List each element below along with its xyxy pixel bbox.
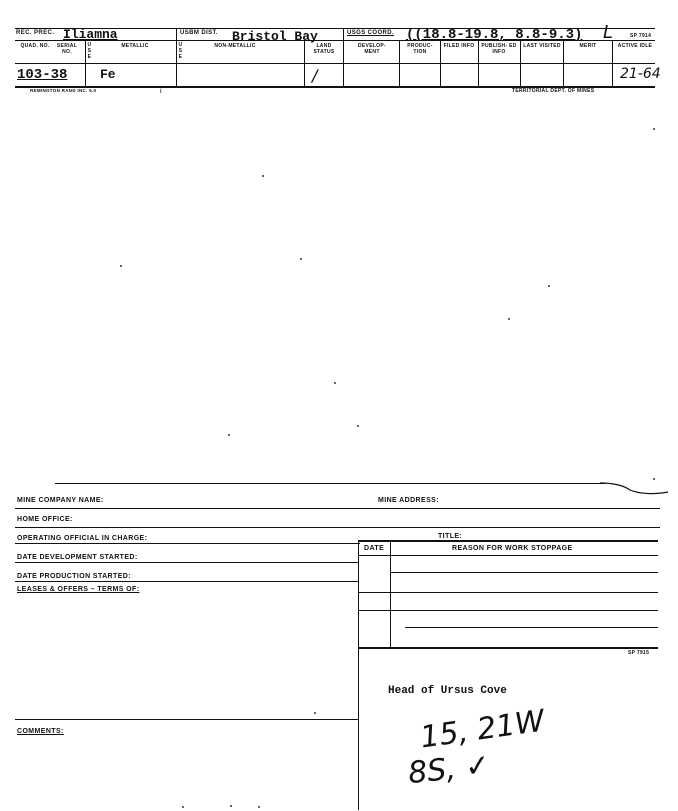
speck — [262, 175, 264, 177]
vdiv-merit — [612, 40, 613, 86]
col-quad-no: QUAD. NO. — [20, 43, 50, 49]
active-idle-value: 21-64 — [620, 66, 661, 82]
vdiv-quad — [85, 40, 86, 86]
land-status-mark: / — [312, 66, 318, 85]
col-metallic: METALLIC — [121, 43, 149, 49]
table-bottom-rule — [358, 647, 658, 649]
rule-2 — [15, 527, 660, 528]
col-published-info: PUBLISH- ED INFO — [481, 43, 517, 55]
speck — [334, 382, 336, 384]
rule-3-right — [358, 540, 658, 542]
col-serial-no: SERIAL NO. — [56, 43, 78, 55]
vdiv-dev — [399, 40, 400, 86]
handwritten-range: 8S, ✓ — [406, 747, 492, 792]
leases-label: LEASES & OFFERS – TERMS OF: — [17, 586, 140, 593]
territorial-dept-imprint: TERRITORIAL DEPT. OF MINES — [512, 88, 595, 94]
speck — [182, 806, 184, 808]
speck — [653, 128, 655, 130]
col-non-metallic: NON-METALLIC — [214, 43, 256, 49]
typed-location: Head of Ursus Cove — [388, 685, 507, 697]
date-development-label: DATE DEVELOPMENT STARTED: — [17, 554, 138, 561]
speck — [508, 318, 510, 320]
operating-official-label: OPERATING OFFICIAL IN CHARGE: — [17, 535, 148, 542]
col-production: PRODUC- TION — [407, 43, 433, 55]
table-row-2 — [358, 592, 658, 593]
usgs-coord-label: USGS COORD. — [347, 30, 395, 36]
col-development: DEVELOP- MENT — [358, 43, 386, 55]
merit-handwritten-mark: L — [603, 22, 614, 43]
curled-corner — [600, 478, 670, 498]
vdiv-last — [563, 40, 564, 86]
col-use-metallic: U S E — [87, 42, 92, 60]
vdiv-pub — [520, 40, 521, 86]
header-row-rule — [15, 63, 655, 64]
table-row-4 — [405, 627, 658, 628]
table-row-1 — [390, 572, 658, 573]
usbm-dist-label: USBM DIST. — [180, 30, 219, 36]
mine-company-name-label: MINE COMPANY NAME: — [17, 497, 104, 504]
table-row-3 — [358, 610, 658, 611]
form-number: SP 7914 — [630, 33, 652, 39]
date-column-header: DATE — [364, 545, 385, 552]
col-active-idle: ACTIVE IDLE — [617, 43, 653, 49]
col-merit: MERIT — [579, 43, 597, 49]
quad-serial-value: 103-38 — [17, 67, 68, 83]
speck — [548, 285, 550, 287]
home-office-label: HOME OFFICE: — [17, 516, 73, 523]
vdiv-filed — [478, 40, 479, 86]
form-top-edge — [55, 483, 605, 484]
handwritten-township: 15, 21W — [418, 703, 547, 756]
date-production-label: DATE PRODUCTION STARTED: — [17, 573, 131, 580]
col-land-status: LAND STATUS — [313, 43, 335, 55]
speck — [228, 434, 230, 436]
usbm-dist-value: Bristol Bay — [232, 29, 318, 44]
speck — [357, 425, 359, 427]
title-label: TITLE: — [438, 533, 463, 540]
rule-4 — [15, 562, 358, 563]
speck — [258, 806, 260, 808]
vdiv-prod — [440, 40, 441, 86]
col-last-visited: LAST VISITED — [523, 43, 561, 49]
col-use-nonmetallic: U S E — [178, 42, 183, 60]
metallic-value: Fe — [100, 67, 116, 82]
rule-6 — [15, 719, 358, 720]
printer-imprint: REMINGTON RAND INC. 5.0 — [30, 88, 97, 93]
rule-5 — [15, 581, 358, 582]
form-number-2: SP 7915 — [628, 650, 650, 656]
speck — [120, 265, 122, 267]
speck — [314, 712, 316, 714]
vdiv-usgs — [343, 28, 344, 86]
vdiv-usbm — [176, 28, 177, 86]
rec-prec-value: Iliamna — [63, 27, 118, 42]
speck — [230, 805, 232, 807]
vdiv-land — [304, 40, 305, 86]
right-table-left-border — [358, 540, 359, 810]
table-header-rule — [358, 555, 658, 556]
reason-column-header: REASON FOR WORK STOPPAGE — [452, 545, 573, 552]
mine-address-label: MINE ADDRESS: — [378, 497, 439, 504]
date-col-divider — [390, 540, 391, 648]
usgs-coord-value: ((18.8-19.8, 8.8-9.3) — [406, 27, 583, 43]
comments-label: COMMENTS: — [17, 728, 64, 735]
speck — [300, 258, 302, 260]
rule-1 — [15, 508, 660, 509]
rec-prec-label: REC. PREC. — [16, 30, 55, 36]
col-filed-info: FILED INFO — [443, 43, 475, 49]
printer-code: ( — [160, 88, 162, 93]
rule-3 — [15, 543, 360, 544]
